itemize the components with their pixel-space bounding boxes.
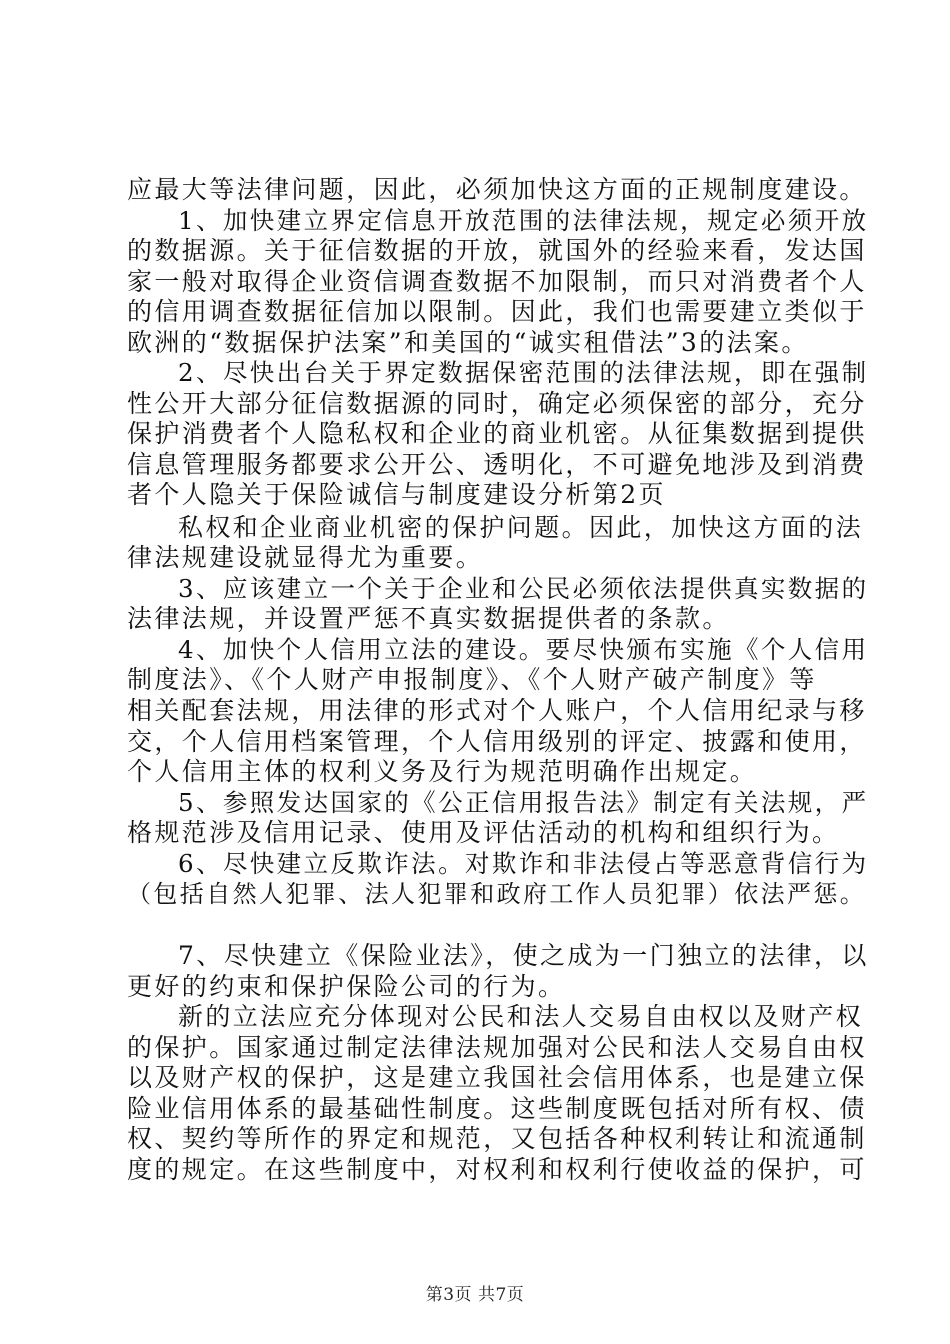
text-line: 法律法规，并设置严惩不真实数据提供者的条款。 [127,604,730,633]
text-line: 保护消费者个人隐私权和企业的商业机密。从征集数据到提供 [127,419,867,448]
text-line: 度的规定。在这些制度中，对权利和权利行使收益的保护，可 [127,1155,867,1184]
text-line: 2、尽快出台关于界定数据保密范围的法律法规，即在强制 [178,358,869,387]
text-line: 1、加快建立界定信息开放范围的法律法规，规定必须开放 [178,206,869,235]
text-line: 4、加快个人信用立法的建设。要尽快颁布实施《个人信用 [178,635,869,664]
text-line: 家一般对取得企业资信调查数据不加限制，而只对消费者个人 [127,267,867,296]
text-line: 制度法》、《个人财产申报制度》、《个人财产破产制度》等 [127,665,817,694]
text-line: 险业信用体系的最基础性制度。这些制度既包括对所有权、债 [127,1094,867,1123]
text-line: 5、参照发达国家的《公正信用报告法》制定有关法规，严 [178,788,869,817]
text-line: 更好的约束和保护保险公司的行为。 [127,972,566,1001]
text-line: 格规范涉及信用记录、使用及评估活动的机构和组织行为。 [127,818,840,847]
text-line: 6、尽快建立反欺诈法。对欺诈和非法侵占等恶意背信行为 [178,849,869,878]
text-line: 7、尽快建立《保险业法》，使之成为一门独立的法律，以 [178,941,869,970]
text-line: 应最大等法律问题，因此，必须加快这方面的正规制度建设。 [127,175,867,204]
text-line: 3、应该建立一个关于企业和公民必须依法提供真实数据的 [178,574,869,603]
text-line: 的保护。国家通过制定法律法规加强对公民和法人交易自由权 [127,1033,867,1062]
text-line: 律法规建设就显得尤为重要。 [127,543,484,572]
text-line: 交，个人信用档案管理，个人信用级别的评定、披露和使用， [127,727,867,756]
text-line: 者个人隐关于保险诚信与制度建设分析第2页 [127,480,666,509]
text-line: 新的立法应充分体现对公民和法人交易自由权以及财产权 [178,1002,864,1031]
text-line: 以及财产权的保护，这是建立我国社会信用体系，也是建立保 [127,1063,867,1092]
text-line: 性公开大部分征信数据源的同时，确定必须保密的部分，充分 [127,389,867,418]
text-line: 的数据源。关于征信数据的开放，就国外的经验来看，发达国 [127,236,867,265]
text-line: 权、契约等所作的界定和规范，又包括各种权利转让和流通制 [127,1124,867,1153]
text-line: （包括自然人犯罪、法人犯罪和政府工作人员犯罪）依法严惩。 [127,880,867,908]
page-footer [0,1284,950,1306]
page-indicator: 第3页 共7页 [425,1285,525,1305]
text-line: 相关配套法规，用法律的形式对个人账户，个人信用纪录与移 [127,696,867,725]
text-line: 的信用调查数据征信加以限制。因此，我们也需要建立类似于 [127,297,867,326]
text-line: 信息管理服务都要求公开公、透明化，不可避免地涉及到消费 [127,450,867,479]
text-line: 私权和企业商业机密的保护问题。因此，加快这方面的法 [178,513,864,542]
text-line: 个人信用主体的权利义务及行为规范明确作出规定。 [127,757,758,786]
text-line: 欧洲的“数据保护法案”和美国的“诚实租借法”3的法案。 [127,328,809,357]
